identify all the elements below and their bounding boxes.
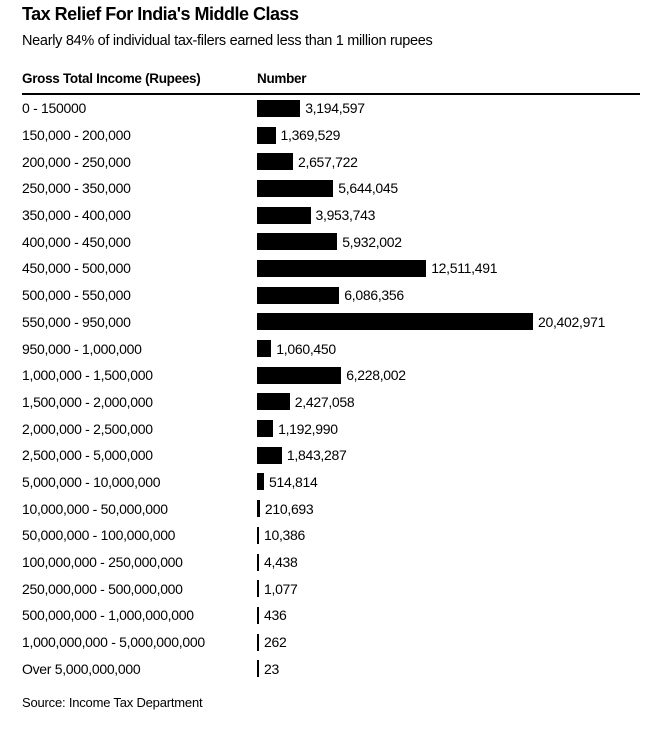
value-label: 210,693: [264, 500, 314, 517]
category-label: 500,000,000 - 1,000,000,000: [22, 607, 194, 624]
category-label: 50,000,000 - 100,000,000: [22, 527, 176, 544]
category-label: 350,000 - 400,000: [22, 207, 131, 224]
table-row: [22, 389, 640, 416]
category-label: 950,000 - 1,000,000: [22, 340, 142, 357]
bar: [257, 554, 259, 571]
category-label: 2,000,000 - 2,500,000: [22, 420, 153, 437]
bar: [257, 607, 259, 624]
bar: [257, 260, 426, 277]
category-label: 450,000 - 500,000: [22, 260, 131, 277]
value-label: 5,932,002: [342, 233, 402, 250]
table-row: [22, 228, 640, 255]
category-label: 0 - 150000: [22, 100, 86, 117]
bar: [257, 634, 259, 651]
column-header-income: Gross Total Income (Rupees): [22, 71, 201, 86]
value-label: 1,192,990: [278, 420, 338, 437]
category-label: 10,000,000 - 50,000,000: [22, 500, 168, 517]
bar: [257, 287, 339, 304]
table-row: [22, 175, 640, 202]
bar: [257, 473, 264, 490]
bar: [257, 393, 290, 410]
table-row: [22, 575, 640, 602]
category-label: 5,000,000 - 10,000,000: [22, 473, 161, 490]
bar: [257, 527, 259, 544]
value-label: 6,086,356: [344, 287, 404, 304]
bar: [257, 153, 293, 170]
column-header-number: Number: [257, 71, 307, 86]
table-row: [22, 522, 640, 549]
bar: [257, 207, 311, 224]
value-label: 23: [264, 660, 279, 677]
table-row: [22, 602, 640, 629]
value-label: 4,438: [264, 554, 298, 571]
table-row: [22, 549, 640, 576]
value-label: 6,228,002: [346, 367, 406, 384]
value-label: 1,843,287: [286, 447, 347, 464]
category-label: 250,000,000 - 500,000,000: [22, 580, 183, 597]
category-label: 1,000,000 - 1,500,000: [22, 367, 153, 384]
bar: [257, 127, 276, 144]
table-row: [22, 629, 640, 656]
table-row: [22, 282, 640, 309]
bar: [257, 660, 259, 677]
table-row: [22, 309, 640, 336]
category-label: 2,500,000 - 5,000,000: [22, 447, 153, 464]
table-row: [22, 495, 640, 522]
table-row: [22, 469, 640, 496]
value-label: 2,427,058: [294, 393, 355, 410]
value-label: 5,644,045: [338, 180, 398, 197]
table-row: [22, 95, 640, 122]
category-label: 100,000,000 - 250,000,000: [22, 554, 183, 571]
table-row: [22, 655, 640, 682]
table-row: [22, 202, 640, 229]
value-label: 1,369,529: [280, 127, 341, 144]
value-label: 12,511,491: [431, 260, 498, 277]
bar: [257, 500, 260, 517]
table-row: [22, 148, 640, 175]
bar: [257, 100, 300, 117]
column-headers: [22, 71, 640, 86]
value-label: 514,814: [269, 473, 318, 490]
table-row: [22, 122, 640, 149]
bar: [257, 313, 533, 330]
category-label: 1,500,000 - 2,000,000: [22, 393, 153, 410]
table-row: [22, 335, 640, 362]
category-label: 1,000,000,000 - 5,000,000,000: [22, 634, 205, 651]
bar: [257, 367, 341, 384]
value-label: 20,402,971: [538, 313, 606, 330]
bar: [257, 447, 282, 464]
category-label: 550,000 - 950,000: [22, 313, 131, 330]
chart-rows: [22, 95, 640, 682]
bar: [257, 180, 333, 197]
category-label: 500,000 - 550,000: [22, 287, 131, 304]
table-row: [22, 442, 640, 469]
chart-title: Tax Relief For India's Middle Class: [22, 4, 299, 24]
category-label: 400,000 - 450,000: [22, 233, 131, 250]
table-row: [22, 362, 640, 389]
category-label: 150,000 - 200,000: [22, 127, 131, 144]
value-label: 1,077: [264, 580, 298, 597]
value-label: 1,060,450: [276, 340, 336, 357]
value-label: 10,386: [264, 527, 306, 544]
table-row: [22, 255, 640, 282]
value-label: 2,657,722: [298, 153, 358, 170]
bar: [257, 340, 271, 357]
value-label: 3,953,743: [315, 207, 376, 224]
value-label: 262: [264, 634, 287, 651]
chart-subtitle: Nearly 84% of individual tax-filers earned less than 1 million rupees: [22, 33, 433, 49]
table-row: [22, 415, 640, 442]
bar: [257, 580, 259, 597]
category-label: 250,000 - 350,000: [22, 180, 131, 197]
source-note: Source: Income Tax Department: [22, 695, 203, 711]
value-label: 436: [264, 607, 287, 624]
category-label: Over 5,000,000,000: [22, 660, 141, 677]
value-label: 3,194,597: [305, 100, 365, 117]
category-label: 200,000 - 250,000: [22, 153, 131, 170]
bar: [257, 233, 337, 250]
bar: [257, 420, 273, 437]
